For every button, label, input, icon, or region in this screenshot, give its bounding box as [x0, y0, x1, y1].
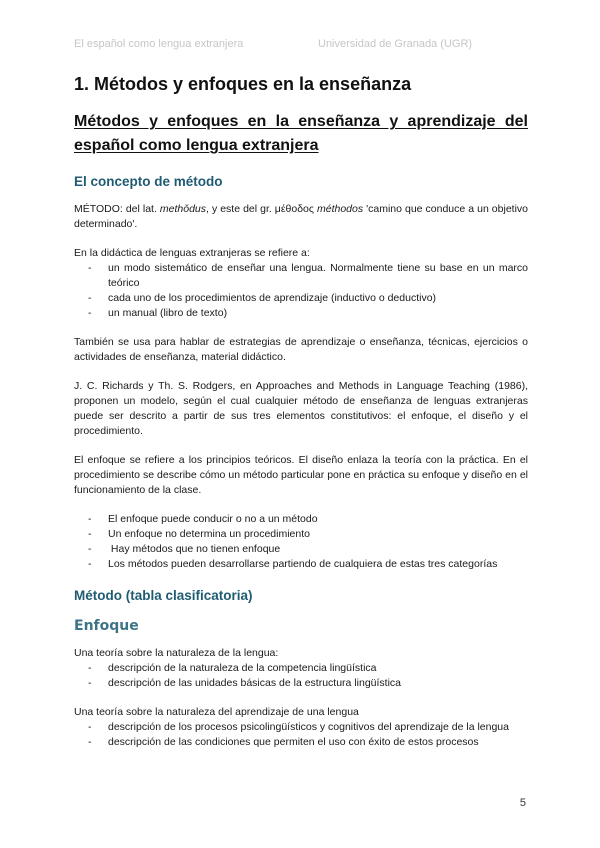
list-item-text: Un enfoque no determina un procedimiento [108, 528, 310, 540]
list-item [74, 676, 528, 691]
list-item-text: El enfoque puede conducir o no a un método [108, 513, 318, 525]
didactics-intro: En la didáctica de lenguas extranjeras se refiere a: [74, 247, 310, 259]
list-item [74, 720, 528, 735]
relations-list [74, 512, 528, 572]
page-number: 5 [519, 797, 526, 809]
dash-marker: - [88, 307, 92, 319]
definition-prefix: MÉTODO: del lat. [74, 203, 160, 215]
definition-greek: méthodos [316, 203, 364, 215]
list-item-text: un manual (libro de texto) [108, 307, 228, 319]
list-item-text: descripción de las condiciones que permiten el uso con éxito de estos procesos [108, 736, 479, 748]
theory-language-intro: Una teoría sobre la naturaleza de la lengua: [74, 647, 279, 659]
list-item-text: descripción de los procesos psicolingüísticos y cognitivos del aprendizaje de la lengua [108, 721, 509, 733]
list-item [74, 661, 528, 676]
list-item [74, 735, 528, 750]
definition-middle: , y este del gr. μέθοδος [206, 203, 317, 215]
list-item [74, 291, 528, 306]
dash-marker: - [88, 736, 92, 748]
dash-marker: - [88, 721, 92, 733]
list-item-text: descripción de las unidades básicas de la estructura lingüística [108, 677, 402, 689]
dash-marker: - [88, 528, 92, 540]
section-heading-method-concept: El concepto de método [74, 174, 223, 189]
list-item [74, 261, 528, 291]
definition-latin: methŏdus [159, 203, 207, 215]
list-item [74, 557, 528, 572]
theory-language-list [74, 661, 528, 691]
list-item [74, 306, 528, 321]
list-item-text: Los métodos pueden desarrollarse partiendo de cualquiera de estas tres categorías [108, 558, 498, 570]
theory-learning-list [74, 720, 528, 750]
page-subtitle: Métodos y enfoques en la enseñanza y aprendizaje del español como lengua extranjera [74, 113, 528, 154]
section-heading-method-table: Método (tabla clasificatoria) [74, 588, 253, 603]
definition-suffix: 'camino que conduce a un objetivo determinado'. [74, 203, 528, 230]
list-item [74, 512, 528, 527]
page-title: 1. Métodos y enfoques en la enseñanza [74, 74, 412, 94]
dash-marker: - [88, 662, 92, 674]
list-item [74, 542, 528, 557]
dash-marker: - [88, 513, 92, 525]
subheading-enfoque: Enfoque [74, 618, 139, 634]
list-item-text: un modo sistemático de enseñar una lengua. Normalmente tiene su base en un marco teórico [108, 262, 528, 289]
list-item-text: descripción de la naturaleza de la competencia lingüística [108, 662, 377, 674]
para-also-used: También se usa para hablar de estrategias de aprendizaje o enseñanza, técnicas, ejercicios o actividades de enseñanza, material didáctico. [74, 336, 528, 363]
main-content [74, 72, 528, 750]
dash-marker: - [88, 558, 92, 570]
dash-marker: - [88, 677, 92, 689]
header-left: El español como lengua extranjera [74, 38, 244, 50]
dash-marker: - [88, 292, 92, 304]
para-enfoque: El enfoque se refiere a los principios teóricos. El diseño enlaza la teoría con la práctica. En el procedimiento se describe cómo un método particular pone en práctica su enfoque y diseño en el funcionamiento de la clase. [74, 454, 528, 496]
list-item [74, 527, 528, 542]
dash-marker: - [88, 543, 92, 555]
list-item-text: Hay métodos que no tienen enfoque [108, 543, 281, 555]
header-right: Universidad de Granada (UGR) [318, 38, 473, 50]
method-definition [74, 202, 528, 232]
theory-learning-intro: Una teoría sobre la naturaleza del aprendizaje de una lengua [74, 706, 359, 718]
dash-marker: - [88, 262, 92, 274]
para-richards-rodgers: J. C. Richards y Th. S. Rodgers, en Approaches and Methods in Language Teaching (1986), proponen un modelo, según el cual cualquier método de enseñanza de lenguas extranjeras puede ser descrito a partir de sus tres elementos constitutivos: el enfoque, el diseño y el procedimiento. [74, 380, 528, 437]
list-item-text: cada uno de los procedimientos de aprendizaje (inductivo o deductivo) [108, 292, 437, 304]
didactics-list [74, 261, 528, 321]
